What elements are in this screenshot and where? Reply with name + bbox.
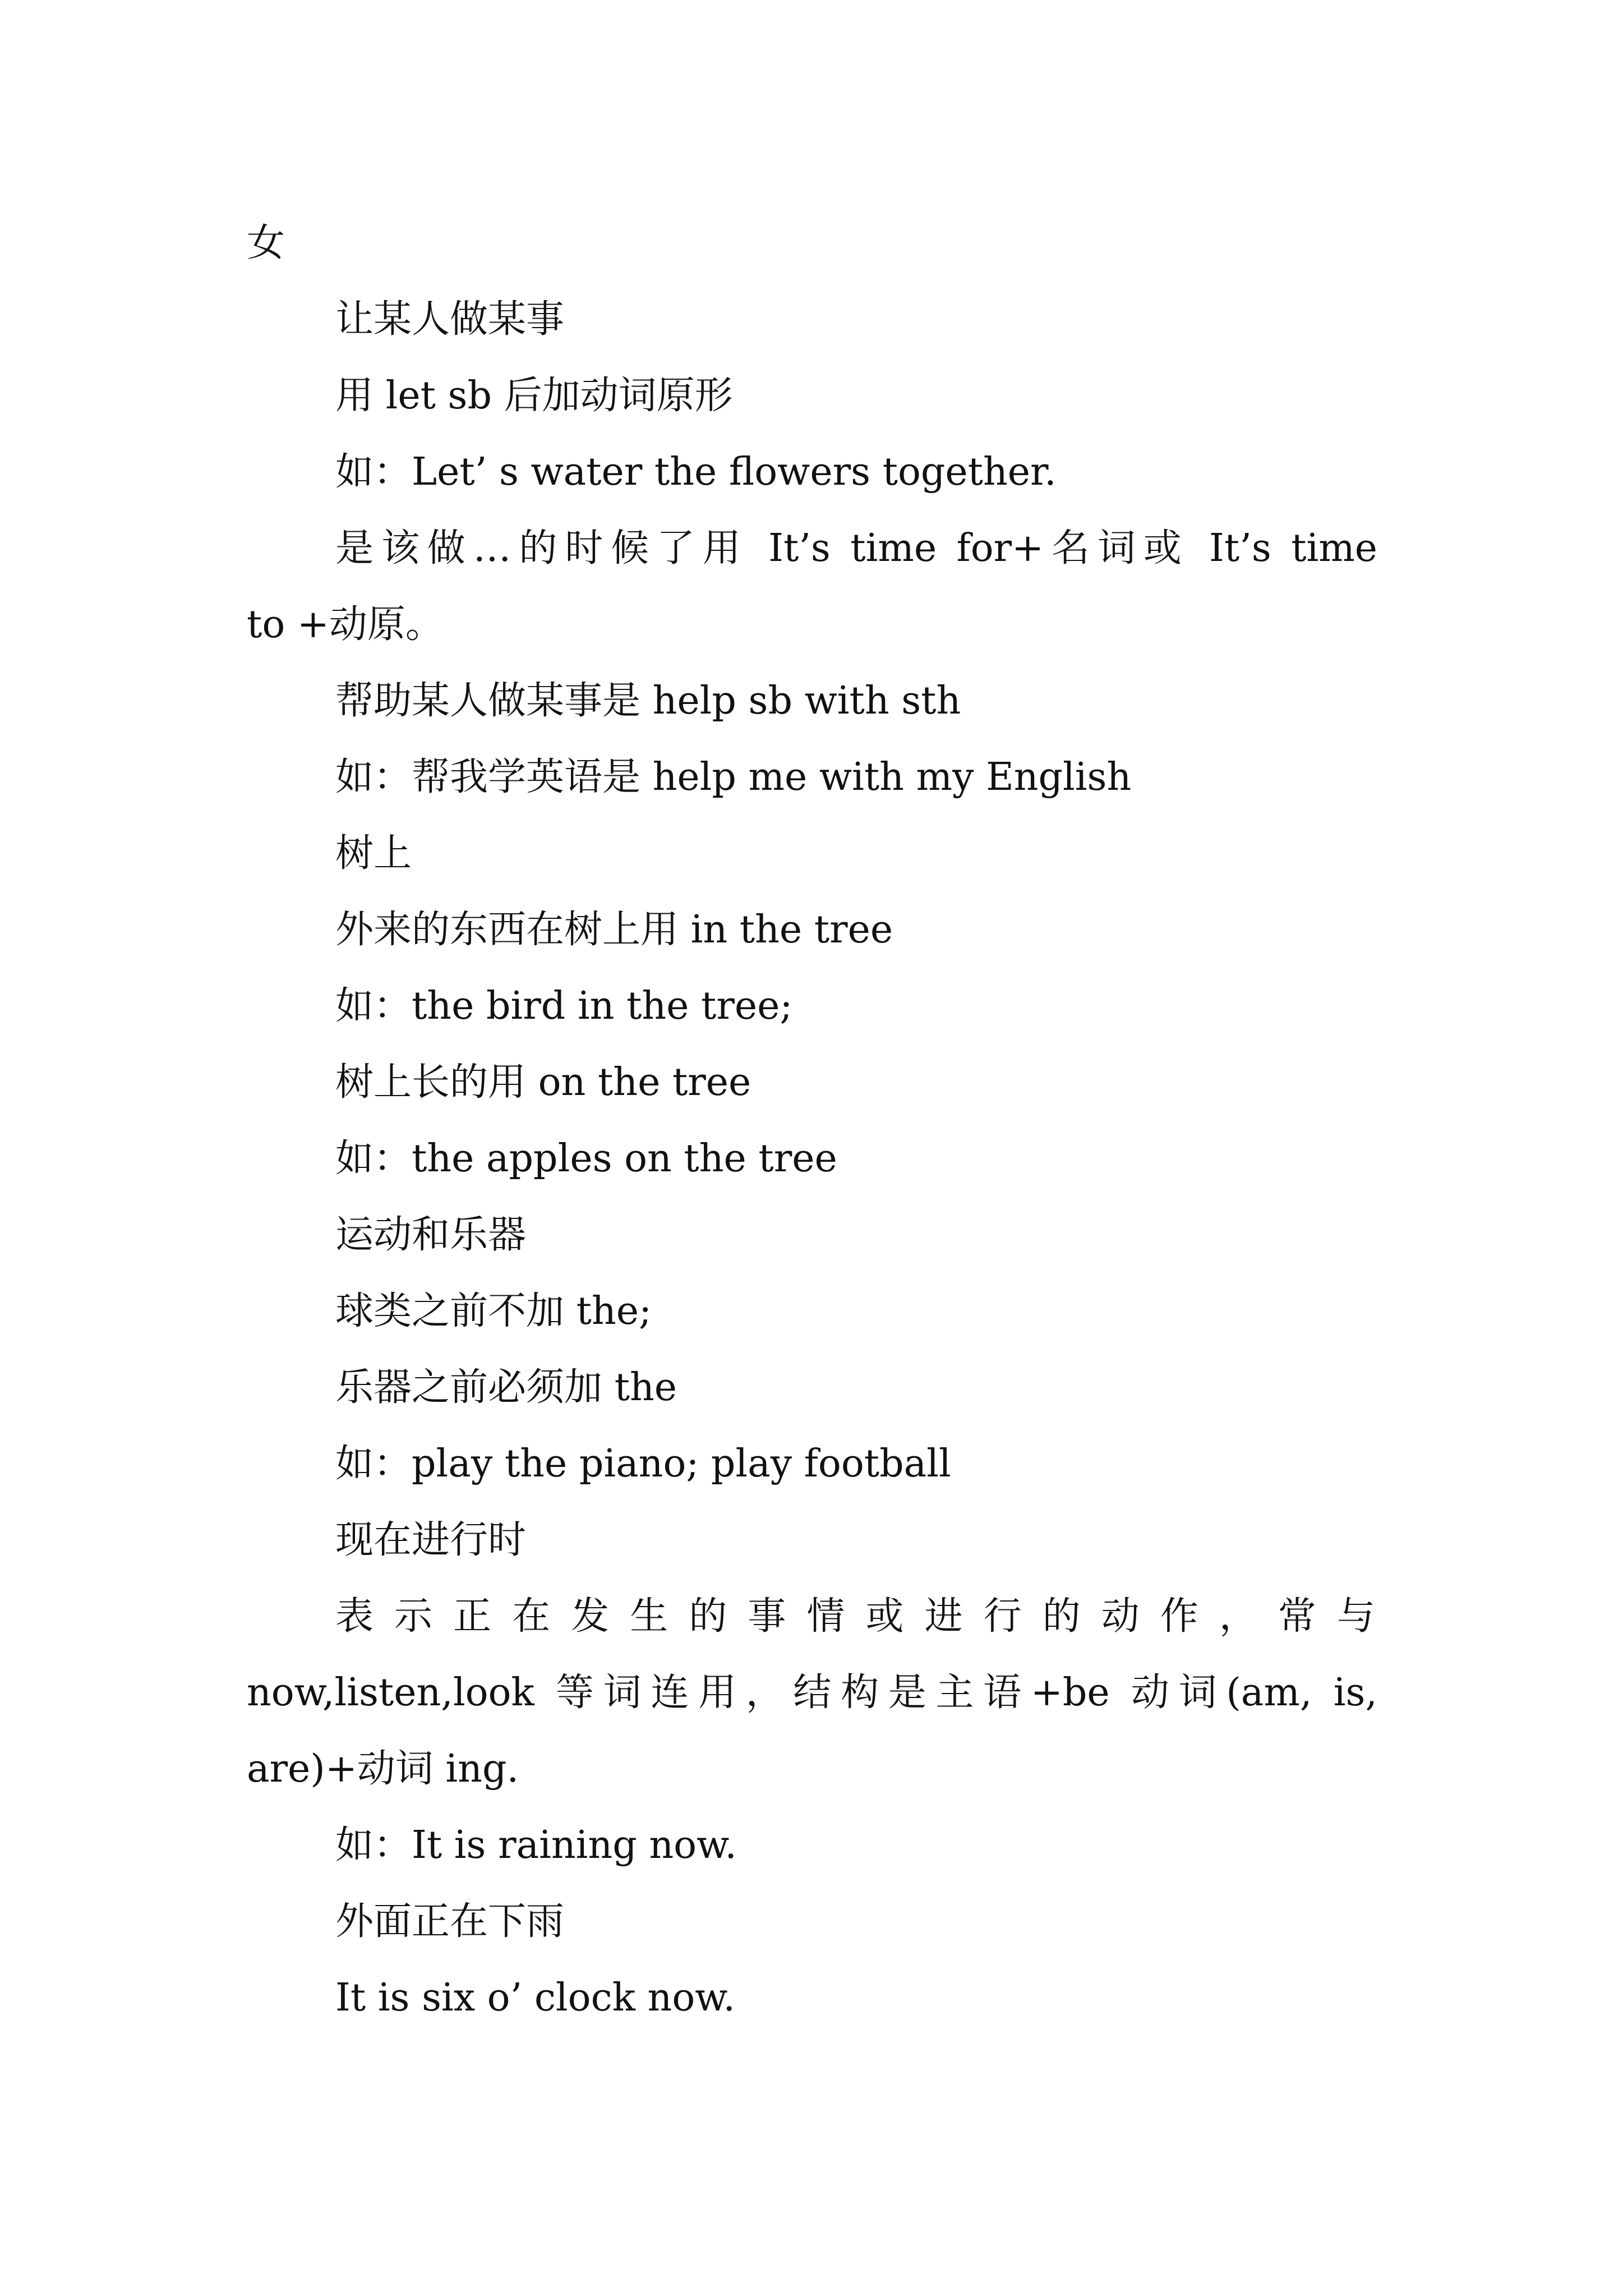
text-line: 表示正在发生的事情或进行的动作，常与 bbox=[335, 1594, 1377, 1639]
text-line: 球类之前不加 the; bbox=[335, 1289, 652, 1333]
example-line: 如：It is raining now. bbox=[335, 1823, 737, 1867]
example-line: It is six o’ clock now. bbox=[335, 1976, 736, 2020]
section-heading: 现在进行时 bbox=[335, 1518, 527, 1562]
section-heading: 让某人做某事 bbox=[335, 297, 565, 342]
example-line: 如：the bird in the tree; bbox=[335, 984, 793, 1028]
example-line: 如：play the piano; play football bbox=[335, 1442, 951, 1486]
text-line: 是该做…的时候了用 It’s time for+名词或 It’s time bbox=[335, 526, 1377, 570]
text-line: to +动原。 bbox=[247, 602, 444, 647]
text-line: 外来的东西在树上用 in the tree bbox=[335, 908, 893, 952]
text-line: 帮助某人做某事是 help sb with sth bbox=[335, 679, 961, 723]
text-line: 外面正在下雨 bbox=[335, 1899, 565, 1944]
example-line: 如：帮我学英语是 help me with my English bbox=[335, 755, 1132, 799]
section-heading: 树上 bbox=[335, 831, 412, 876]
text-line: are)+动词 ing. bbox=[247, 1747, 519, 1791]
text-line: 女 bbox=[247, 221, 285, 265]
example-line: 如：the apples on the tree bbox=[335, 1137, 837, 1181]
text-line: now,listen,look 等词连用，结构是主语+be 动词(am, is, bbox=[247, 1671, 1377, 1715]
example-line: 如：Let’ s water the flowers together. bbox=[335, 450, 1057, 494]
text-line: 乐器之前必须加 the bbox=[335, 1365, 677, 1410]
text-line: 用 let sb 后加动词原形 bbox=[335, 374, 733, 418]
section-heading: 运动和乐器 bbox=[335, 1213, 527, 1257]
text-line: 树上长的用 on the tree bbox=[335, 1060, 751, 1105]
